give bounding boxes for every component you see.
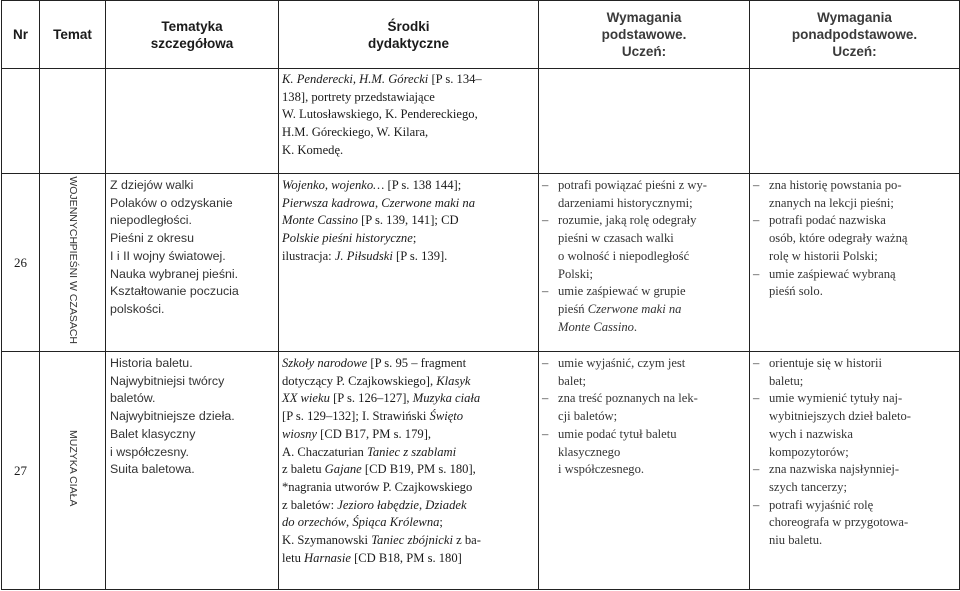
tematyka-line: Balet klasyczny [110,426,196,441]
requirement-text: osób, które odegrały ważną [769,231,908,246]
requirement-line [753,461,956,479]
curriculum-table [1,0,960,590]
requirement-line [753,426,956,444]
requirement-line [753,479,956,497]
continuation-row [2,69,960,174]
srodki-line [282,373,535,391]
srodki-title: J. Piłsudski [334,248,393,263]
requirement-line [753,514,956,532]
srodki-text: [P s. 139, 141]; CD [357,213,459,228]
requirement-text: potrafi podać nazwiska [769,213,886,228]
requirement-line [753,212,956,230]
dash-bullet: – [542,426,549,441]
requirement-line [542,301,746,319]
requirement-line [753,532,956,550]
srodki-text: *nagrania utworów P. Czajkowskiego [282,479,473,494]
requirement-line [753,266,956,284]
srodki-text: ilustracja: [282,248,335,263]
requirement-line [542,266,746,284]
header-wymagania-podstawowe: Wymagania podstawowe. Uczeń: [539,1,750,69]
requirement-line [753,390,956,408]
dash-bullet: – [542,391,549,406]
srodki-line [282,230,535,248]
row-number: 26 [2,174,40,352]
srodki-line: K. Komedę. [282,142,344,157]
requirement-line [542,283,746,301]
srodki-line [282,444,535,462]
requirement-text: Polski; [558,266,593,281]
srodki-title: Czerwone maki na [381,195,475,210]
requirement-line [753,497,956,515]
srodki-text: K. Szymanowski [282,533,372,548]
srodki-title: K. Penderecki, H.M. Górecki [282,72,429,86]
srodki-line: H.M. Góreckiego, W. Kilara, [282,125,429,140]
requirement-text: wych i nazwiska [769,426,853,441]
srodki-title: Klasyk [436,373,471,388]
requirement-line [542,195,746,213]
srodki-title: Jezioro łabędzie [337,497,419,512]
srodki-text: z baletu [282,462,325,477]
srodki-text: z baletów: [282,497,338,512]
table-row [2,352,960,590]
srodki-title: Szkoły narodowe [282,356,368,370]
dash-bullet: – [542,213,549,228]
srodki-line [282,248,535,266]
requirement-title: Monte Cassino [558,319,634,334]
requirement-text: zna treść poznanych na lek- [558,391,698,406]
tematyka-line: Najwybitniejsze dzieła. [110,409,235,424]
dash-bullet: – [753,213,760,228]
requirement-text: rozumie, jaką rolę odegrały [558,213,697,228]
header-row [2,1,960,69]
requirement-text: pieśni w czasach walki [558,231,674,246]
tematyka-line: Najwybitniejsi twórcy [110,373,225,388]
srodki-title: Taniec z szablami [366,444,457,459]
row-tematyka [106,352,279,590]
tematyka-line: i współczesny. [110,444,189,459]
requirement-line [753,230,956,248]
tematyka-line: Z dziejów walki [110,178,194,192]
srodki-title: do orzechów [282,515,347,530]
row-wymagania-ponadpodstawowe [750,352,960,590]
srodki-text: [P s. 129–132]; I. Strawiński [282,409,430,424]
requirement-text: . [633,319,638,334]
header-tematyka: Tematyka szczegółowa [106,1,279,69]
requirement-line [542,212,746,230]
dash-bullet: – [542,356,549,370]
requirement-text: zna nazwiska najsłynniej- [769,462,900,477]
srodki-title: Święto [429,409,464,424]
srodki-line [282,212,535,230]
temat-line: WOJENNYCH [67,175,79,244]
srodki-title: Dziadek [425,497,467,512]
requirement-text: o wolność i niepodległość [558,248,690,263]
header-nr: Nr [2,1,40,69]
requirement-line [753,195,956,213]
srodki-text: , [419,497,426,512]
dash-bullet: – [753,178,760,192]
srodki-line [282,426,535,444]
requirement-text: klasycznego [558,444,621,459]
srodki-title: XX wieku [282,391,330,406]
row-wymagania-podstawowe [539,352,750,590]
srodki-line [282,390,535,408]
srodki-title: Monte Cassino [282,213,358,228]
srodki-text: letu [282,550,305,565]
requirement-text: umie zaśpiewać w grupie [558,284,686,299]
srodki-text: , [346,515,353,530]
requirement-line [542,248,746,266]
row-srodki [279,174,539,352]
temat-line: MUZYKA CIAŁA [67,429,79,507]
requirement-text: kompozytorów; [769,444,849,459]
tematyka-line: Polaków o odzyskanie [110,195,233,210]
srodki-line: K. Penderecki, H.M. Górecki [P s. 134– [282,72,482,86]
srodki-text: ; [412,231,417,246]
row-wymagania-ponadpodstawowe [750,174,960,352]
srodki-text: z ba- [452,533,481,548]
requirement-text: balet; [558,373,586,388]
srodki-title: Muzyka ciała [412,391,481,406]
requirement-line [753,248,956,266]
row-srodki [279,352,539,590]
srodki-title: Pierwsza kadrowa [282,195,375,210]
requirement-line [753,283,956,301]
row-temat [40,174,106,352]
srodki-line: 138], portrety przedstawiające [282,89,435,104]
requirement-line [542,319,746,337]
srodki-text: [CD B19, PM s. 180], [361,462,476,477]
tematyka-line: niepodległości. [110,213,192,228]
srodki-title: Śpiąca Królewna [352,515,440,530]
srodki-line [282,355,535,373]
row-number: 27 [2,352,40,590]
srodki-text: , [374,195,382,210]
tematyka-line: I i II wojny światowej. [110,248,226,263]
srodki-text: A. Chaczaturian [282,444,367,459]
tematyka-line: Suita baletowa. [110,462,195,477]
requirement-text: potrafi wyjaśnić rolę [769,497,874,512]
requirement-line [542,230,746,248]
requirement-line [542,373,746,391]
tematyka-line: polskości. [110,301,165,316]
row-tematyka [106,174,279,352]
requirement-text: pieśń [558,301,588,316]
requirement-line [542,426,746,444]
tematyka-line: Kształtowanie poczucia [110,284,239,299]
srodki-line [282,195,535,213]
srodki-line [282,408,535,426]
srodki-text: ; [439,515,443,530]
srodki-title: Polskie pieśni historyczne [282,231,413,246]
requirement-line [542,355,746,373]
requirement-text: szych tancerzy; [769,479,847,494]
requirement-text: baletu; [769,373,804,388]
table-row [2,174,960,352]
srodki-text: [P s. 95 – fragment [367,356,467,370]
srodki-line [282,479,535,497]
srodki-title: wiosny [282,426,317,441]
row-wymagania-podstawowe [539,174,750,352]
requirement-line [542,390,746,408]
srodki-line: W. Lutosławskiego, K. Pendereckiego, [282,107,478,122]
requirement-text: umie wymienić tytuły naj- [769,391,903,406]
requirement-text: umie podać tytuł baletu [558,426,677,441]
requirement-text: niu baletu. [769,533,823,548]
requirement-text: pieśń solo. [769,284,823,299]
header-temat: Temat [40,1,106,69]
srodki-text: [P s. 138 144]; [384,178,462,192]
header-wymagania-ponadpodstawowe: Wymagania ponadpodstawowe. Uczeń: [750,1,960,69]
header-srodki: Środki dydaktyczne [279,1,539,69]
srodki-line [282,514,535,532]
requirement-line [753,373,956,391]
srodki-text: [CD B18, PM s. 180] [350,550,462,565]
dash-bullet: – [542,178,549,192]
srodki-text: [P s. 126–127], [329,391,413,406]
srodki-text: dotyczący P. Czajkowskiego], [282,373,437,388]
requirement-text: umie zaśpiewać wybraną [769,266,896,281]
requirement-line [542,444,746,462]
srodki-title: Harnasie [304,550,351,565]
requirement-text: rolę w historii Polski; [769,248,878,263]
dash-bullet: – [753,462,760,477]
requirement-line [753,408,956,426]
requirement-text: choreografa w przygotowa- [769,515,909,530]
dash-bullet: – [753,497,760,512]
requirement-text: potrafi powiązać pieśni z wy- [558,178,707,192]
requirement-line [542,461,746,479]
requirement-line [753,177,956,195]
dash-bullet: – [542,284,549,299]
requirement-text: umie wyjaśnić, czym jest [558,356,686,370]
requirement-text: i współczesnego. [558,462,645,477]
tematyka-line: Historia baletu. [110,356,193,370]
srodki-text: [P s. 139]. [392,248,448,263]
dash-bullet: – [753,266,760,281]
requirement-text: zna historię powstania po- [769,178,902,192]
requirement-text: darzeniami historycznymi; [558,195,693,210]
requirement-text: wybitniejszych dzieł baleto- [769,409,911,424]
requirement-line [753,444,956,462]
dash-bullet: – [753,356,760,370]
requirement-line [542,177,746,195]
srodki-line [282,461,535,479]
temat-line: PIEŚNI W CZASACH [67,243,79,345]
srodki-line [282,497,535,515]
requirement-line [753,355,956,373]
requirement-text: cji baletów; [558,409,618,424]
continuation-srodki-cell [279,69,539,174]
requirement-title: Czerwone maki na [587,301,682,316]
srodki-line [282,177,535,195]
tematyka-line: Nauka wybranej pieśni. [110,266,239,281]
requirement-text: orientuje się w historii [769,356,882,370]
requirement-line [542,408,746,426]
srodki-title: Taniec zbójnicki [371,533,453,548]
tematyka-line: baletów. [110,391,156,406]
tematyka-line: Pieśni z okresu [110,231,195,246]
requirement-text: znanych na lekcji pieśni; [769,195,894,210]
row-temat [40,352,106,590]
srodki-title: Wojenko, wojenko… [282,178,385,192]
dash-bullet: – [753,391,760,406]
srodki-title: Gajane [324,462,362,477]
srodki-line [282,532,535,550]
srodki-line [282,550,535,568]
srodki-text: [CD B17, PM s. 179], [316,426,432,441]
